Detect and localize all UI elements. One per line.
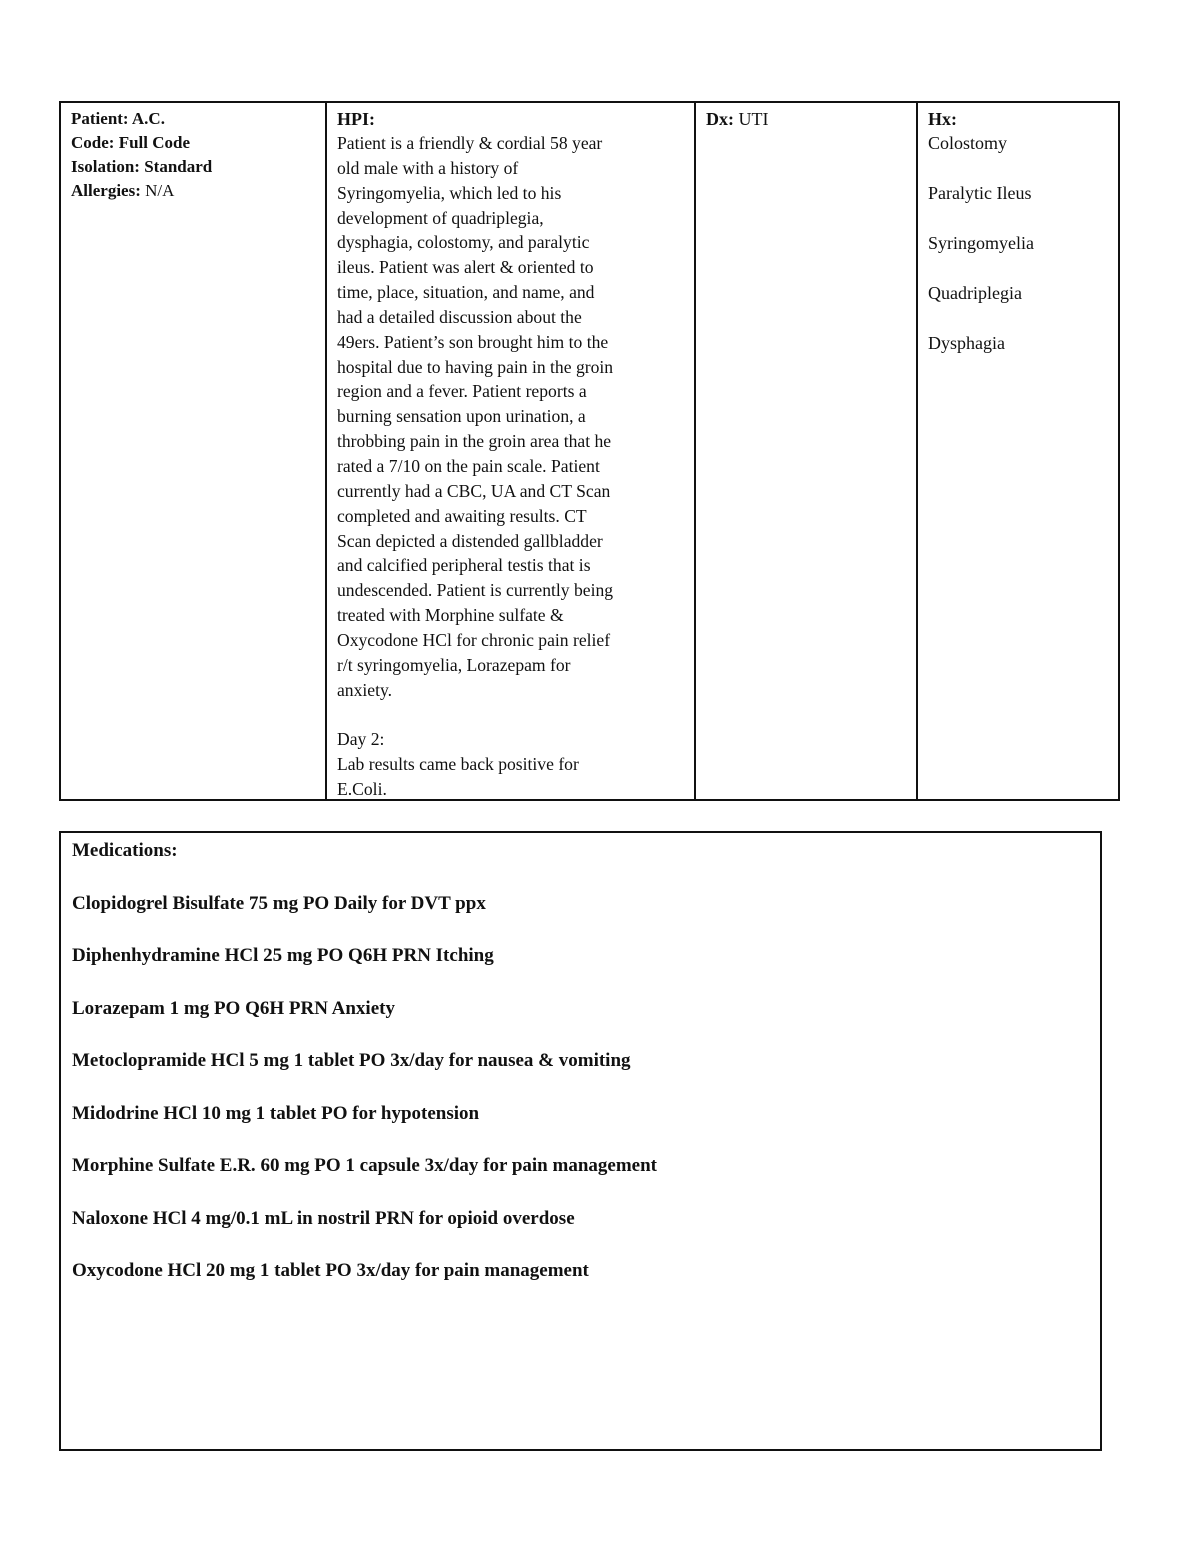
medication-detail: HCl 4 mg/0.1 mL in nostril PRN for opioid overdose (152, 1207, 575, 1229)
medication-item (72, 1257, 1089, 1285)
day2-text-line1: Lab results came back positive for (337, 754, 579, 775)
hx-item: Paralytic Ileus (928, 183, 1032, 203)
allergies-value: N/A (145, 181, 175, 200)
medication-detail: HCl 5 mg 1 tablet PO 3x/day for nausea & vomiting (210, 1050, 631, 1071)
medication-detail: HCl 20 mg 1 tablet PO 3x/day for pain management (167, 1260, 589, 1281)
medication-detail: 1 mg PO Q6H PRN Anxiety (169, 997, 395, 1019)
medication-detail: 60 mg PO 1 capsule 3x/day for pain management (260, 1155, 657, 1176)
medication-name: Morphine Sulfate E.R. (72, 1155, 256, 1176)
day2-text-line2: E.Coli. (337, 779, 387, 799)
medication-name: Clopidogrel Bisulfate (72, 892, 245, 914)
isolation-label: Isolation: (71, 157, 140, 176)
medication-detail: 75 mg PO Daily for DVT ppx (249, 892, 486, 914)
hpi-day2 (337, 727, 684, 799)
hx-item: Syringomyelia (928, 233, 1034, 253)
code-line (71, 131, 315, 155)
hx-item: Colostomy (928, 133, 1008, 153)
medication-item (72, 890, 1089, 918)
medication-item (72, 942, 1089, 970)
dx-value: UTI (738, 109, 769, 129)
medication-item (72, 995, 1089, 1023)
day2-label: Day 2: (337, 729, 385, 750)
hx-item: Dysphagia (928, 333, 1005, 353)
patient-line (71, 107, 315, 131)
hx-heading: Hx: (928, 109, 957, 129)
patient-summary-table (59, 101, 1120, 801)
hpi-text: Patient is a friendly & cordial 58 year old male with a history of Syringomyelia, which led to his development of quadriplegia, dysphagia, colostomy, and paralytic ileus. Patient was alert & oriented to time, place, situation, and name, and had a detailed discussion about the 49ers. Patient’s son brought him to the hospital due to having pain in the groin region and a fever. Patient reports a burning sensation upon urination, a throbbing pain in the groin area that he rated a 7/10 on the pain scale. Patient currently had a CBC, UA and CT Scan completed and awaiting results. CT Scan depicted a distended gallbladder and calcified peripheral testis that is undescended. Patient is currently being treated with Morphine sulfate & Oxycodone HCl for chronic pain relief r/t syringomyelia, Lorazepam for anxiety. (337, 133, 614, 700)
medication-name: Diphenhydramine (72, 945, 220, 966)
allergies-label: Allergies: (71, 181, 141, 200)
isolation-value: Standard (144, 157, 213, 176)
patient-label: Patient: (71, 109, 129, 128)
hpi-cell (327, 103, 696, 799)
medications-heading: Medications: (72, 840, 178, 861)
code-value: Full Code (118, 133, 191, 152)
medication-name: Metoclopramide (72, 1050, 207, 1071)
hx-item: Quadriplegia (928, 283, 1022, 303)
medication-detail: HCl 25 mg PO Q6H PRN Itching (224, 945, 494, 966)
medication-name: Naloxone (72, 1207, 148, 1229)
medications-box (59, 831, 1102, 1451)
medication-name: Lorazepam (72, 997, 165, 1019)
medication-detail: HCl 10 mg 1 tablet PO for hypotension (163, 1102, 480, 1124)
hpi-heading: HPI: (337, 109, 375, 129)
hx-cell (918, 103, 1118, 799)
dx-cell (696, 103, 918, 799)
patient-value: A.C. (131, 109, 165, 128)
code-label: Code: (71, 133, 115, 152)
medication-item (72, 1205, 1089, 1233)
medication-item (72, 1100, 1089, 1128)
dx-line (706, 107, 906, 131)
allergies-line (71, 179, 315, 203)
patient-info-cell (61, 103, 327, 799)
medication-name: Oxycodone (72, 1260, 163, 1281)
medication-item (72, 1047, 1089, 1075)
dx-label: Dx: (706, 109, 734, 129)
medication-item (72, 1152, 1089, 1180)
medication-name: Midodrine (72, 1102, 159, 1124)
isolation-line (71, 155, 315, 179)
